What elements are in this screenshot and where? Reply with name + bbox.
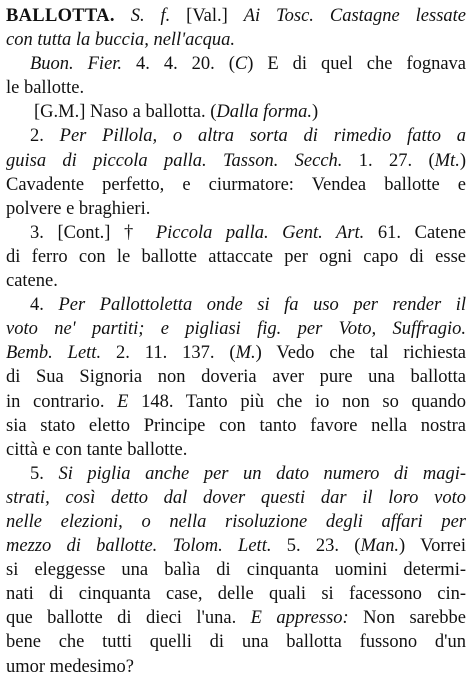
text-segment: 2. 11. 137. ( [101,343,236,364]
text-line [6,462,466,486]
text-line [6,630,466,654]
italic-segment: M. [235,343,256,364]
italic-segment: Ai Tosc. Castagne lessate [243,6,466,26]
text-line [6,438,466,462]
text-segment: le ballotte. [6,78,85,99]
text-line [6,510,466,534]
text-segment: Cavadente perfetto, e ciurmatore: Vendea ballotte e [6,174,466,195]
text-line [6,124,466,148]
text-segment: 5. 23. ( [271,536,361,557]
italic-segment: mezzo di ballotte. Tolom. Lett. [6,536,272,557]
text-segment: ) Vedo che tal richiesta [255,343,466,364]
text-segment: polvere e braghieri. [6,198,151,219]
italic-segment: Per Pallottoletta onde si fa uso per render il [58,295,466,316]
text-segment: ) [459,150,466,171]
italic-segment: C [234,54,248,75]
text-line [6,341,466,365]
text-segment: [Val.] [170,6,244,26]
italic-segment: E appresso: [250,608,349,629]
text-segment: 3. [Cont.] † [30,222,156,243]
text-line [6,52,466,76]
text-segment [115,6,131,26]
italic-segment: voto ne' partiti; e pigliasi fig. per Voto, Suffragio. [6,319,466,340]
italic-segment: Man. [360,536,399,557]
text-segment: 148. Tanto più che io non so quando [128,391,466,412]
italic-segment: Dalla forma. [216,102,312,123]
text-segment: città e con tante ballotte. [6,439,188,460]
text-segment: ) E di quel che fognava [247,54,466,75]
text-segment: 2. [30,126,60,147]
text-segment: 61. Catene [364,222,466,243]
text-line [6,390,466,414]
italic-segment: Bemb. Lett. [6,343,102,364]
italic-segment: con tutta la buccia, nell'acqua. [6,30,235,51]
text-line [6,28,466,52]
italic-segment: E [117,391,129,412]
italic-segment: Mt. [434,150,460,171]
text-segment: di Sua Signoria non doveria aver pure una ballotta [6,367,466,388]
italic-segment: nelle elezioni, o nella risoluzione degli affari per [6,511,466,532]
text-line [6,173,466,197]
text-line [6,221,466,245]
text-line [6,414,466,438]
text-line [6,100,466,124]
text-segment: nati di cinquanta case, delle quali si facessono cin- [6,584,466,605]
text-line [6,76,466,100]
headword: BALLOTTA. [6,6,115,26]
text-line [6,317,466,341]
italic-segment: Buon. Fier. [30,54,123,75]
italic-segment: guisa di piccola palla. Tasson. Secch. [6,150,343,171]
text-segment: sia stato eletto Principe con tanto favore nella nostra [6,415,466,436]
italic-segment: Per Pillola, o altra sorta di rimedio fatto a [59,126,466,147]
text-segment: di ferro con le ballotte attaccate per ogni capo di esse [6,246,466,267]
text-segment: bene che tutti quelli di una ballotta fussono d'un [6,632,466,653]
text-segment: si eleggesse una balìa di cinquanta uomini determi- [6,560,466,581]
text-segment: 5. [30,463,59,484]
text-line [6,149,466,173]
text-segment: 4. 4. 20. ( [122,54,235,75]
text-line [6,606,466,630]
italic-segment: Si piglia anche per un dato numero di magi- [58,463,466,484]
text-line [6,269,466,293]
text-segment: ) Vorrei [399,536,466,557]
italic-segment: Piccola palla. Gent. Art. [155,222,365,243]
text-line [6,4,466,28]
text-segment: 4. [30,295,59,316]
text-segment: ) [311,102,319,123]
italic-segment: S. f. [130,6,171,26]
text-segment: que ballotte di dieci l'una. [6,608,251,629]
text-line [6,197,466,221]
text-line [6,245,466,269]
text-line [6,655,466,679]
text-segment: Non sarebbe [348,608,466,629]
text-line [6,534,466,558]
text-line [6,365,466,389]
text-line [6,293,466,317]
text-segment: 1. 27. ( [342,150,435,171]
dictionary-entry [6,4,466,679]
text-segment: [G.M.] Naso a ballotta. ( [34,102,217,123]
text-segment: in contrario. [6,391,118,412]
text-segment: umor medesimo? [6,656,134,677]
italic-segment: strati, così detto dal dover questi dar il loro voto [6,487,466,508]
text-segment: catene. [6,271,58,292]
text-line [6,486,466,510]
text-line [6,558,466,582]
